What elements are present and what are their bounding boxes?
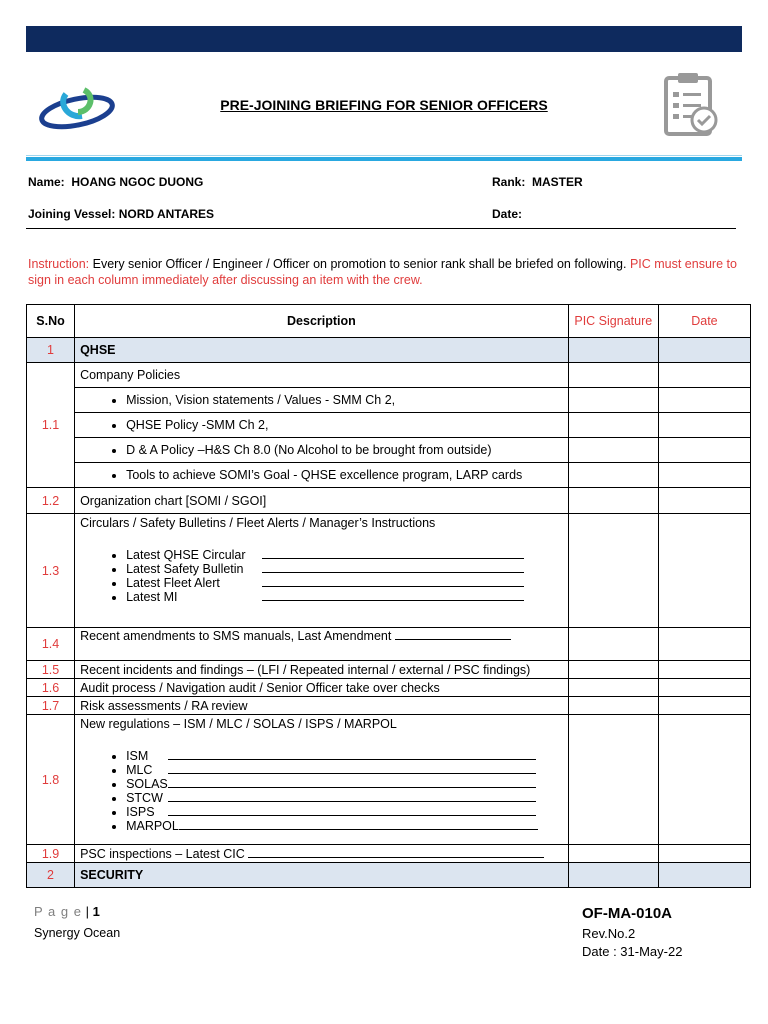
date-cell[interactable] [658, 514, 750, 628]
form-code: OF-MA-010A [582, 905, 673, 922]
section-row: 1 QHSE [27, 338, 751, 363]
vessel-field: Joining Vessel: NORD ANTARES [28, 207, 215, 221]
pic-signature-cell[interactable] [568, 514, 658, 628]
rank-field: Rank: MASTER [492, 175, 583, 189]
revision-number: Rev.No.2 [582, 926, 636, 941]
date-cell[interactable] [658, 715, 750, 845]
page-title: PRE-JOINING BRIEFING FOR SENIOR OFFICERS [220, 97, 548, 113]
table-row: • Mission, Vision statements / Values - SMM Ch 2, [27, 388, 751, 413]
pic-signature-cell[interactable] [568, 845, 658, 863]
table-row: 1.6 Audit process / Navigation audit / Senior Officer take over checks [27, 679, 751, 697]
pic-signature-cell[interactable] [568, 413, 658, 438]
pic-signature-cell[interactable] [568, 338, 658, 363]
table-row: 1.5 Recent incidents and findings – (LFI / Repeated internal / external / PSC findings) [27, 661, 751, 679]
date-cell[interactable] [658, 463, 750, 488]
pic-signature-cell[interactable] [568, 628, 658, 661]
col-sno: S.No [27, 305, 75, 338]
pic-signature-cell[interactable] [568, 715, 658, 845]
table-row: 1.4 Recent amendments to SMS manuals, Last Amendment [27, 628, 751, 661]
header-thin-line [26, 155, 742, 156]
date-cell[interactable] [658, 628, 750, 661]
clipboard-checklist-icon [662, 70, 718, 138]
instruction-text: Instruction: Every senior Officer / Engineer / Officer on promotion to senior rank shall be briefed on following. PIC must ensure to sign in each column immediately after discussing an item with the crew. [28, 257, 737, 287]
table-row: 1.9 PSC inspections – Latest CIC [27, 845, 751, 863]
company-name: Synergy Ocean [34, 926, 121, 940]
table-row: 1.7 Risk assessments / RA review [27, 697, 751, 715]
top-banner [26, 26, 742, 52]
date-cell[interactable] [658, 845, 750, 863]
pic-signature-cell[interactable] [568, 463, 658, 488]
pic-signature-cell[interactable] [568, 661, 658, 679]
date-cell[interactable] [658, 363, 750, 388]
name-field: Name: HOANG NGOC DUONG [28, 175, 204, 189]
table-row: 1.2 Organization chart [SOMI / SGOI] [27, 488, 751, 514]
date-cell[interactable] [658, 863, 750, 888]
col-date: Date [658, 305, 750, 338]
date-cell[interactable] [658, 661, 750, 679]
page-number: P a g e | 1 [34, 904, 100, 919]
pic-signature-cell[interactable] [568, 679, 658, 697]
header-divider [26, 157, 742, 161]
table-row: • D & A Policy –H&S Ch 8.0 (No Alcohol to be brought from outside) [27, 438, 751, 463]
date-cell[interactable] [658, 413, 750, 438]
table-row: 1.8 New regulations – ISM / MLC / SOLAS / ISPS / MARPOL • ISM • MLC • SOLAS • STCW • ISPS • MARPOL [27, 715, 751, 845]
date-cell[interactable] [658, 679, 750, 697]
col-pic-signature: PIC Signature [568, 305, 658, 338]
date-cell[interactable] [658, 438, 750, 463]
date-cell[interactable] [658, 388, 750, 413]
pic-signature-cell[interactable] [568, 488, 658, 514]
pic-signature-cell[interactable] [568, 697, 658, 715]
date-cell[interactable] [658, 697, 750, 715]
separator-line [26, 228, 736, 229]
date-cell[interactable] [658, 338, 750, 363]
table-row: • Tools to achieve SOMI’s Goal - QHSE excellence program, LARP cards [27, 463, 751, 488]
table-row: 1.1 Company Policies [27, 363, 751, 388]
date-field: Date: [492, 207, 523, 221]
table-row: 1.3 Circulars / Safety Bulletins / Fleet Alerts / Manager’s Instructions • Latest QHSE Circular • Latest Safety Bulletin • Latest Fleet Alert • Latest MI [27, 514, 751, 628]
pic-signature-cell[interactable] [568, 388, 658, 413]
pic-signature-cell[interactable] [568, 438, 658, 463]
table-row: • QHSE Policy -SMM Ch 2, [27, 413, 751, 438]
col-description: Description [75, 305, 569, 338]
pic-signature-cell[interactable] [568, 363, 658, 388]
section-row: 2 SECURITY [27, 863, 751, 888]
revision-date: Date : 31-May-22 [582, 944, 683, 959]
briefing-table [26, 304, 751, 888]
date-cell[interactable] [658, 488, 750, 514]
pic-signature-cell[interactable] [568, 863, 658, 888]
table-header-row [27, 305, 751, 338]
